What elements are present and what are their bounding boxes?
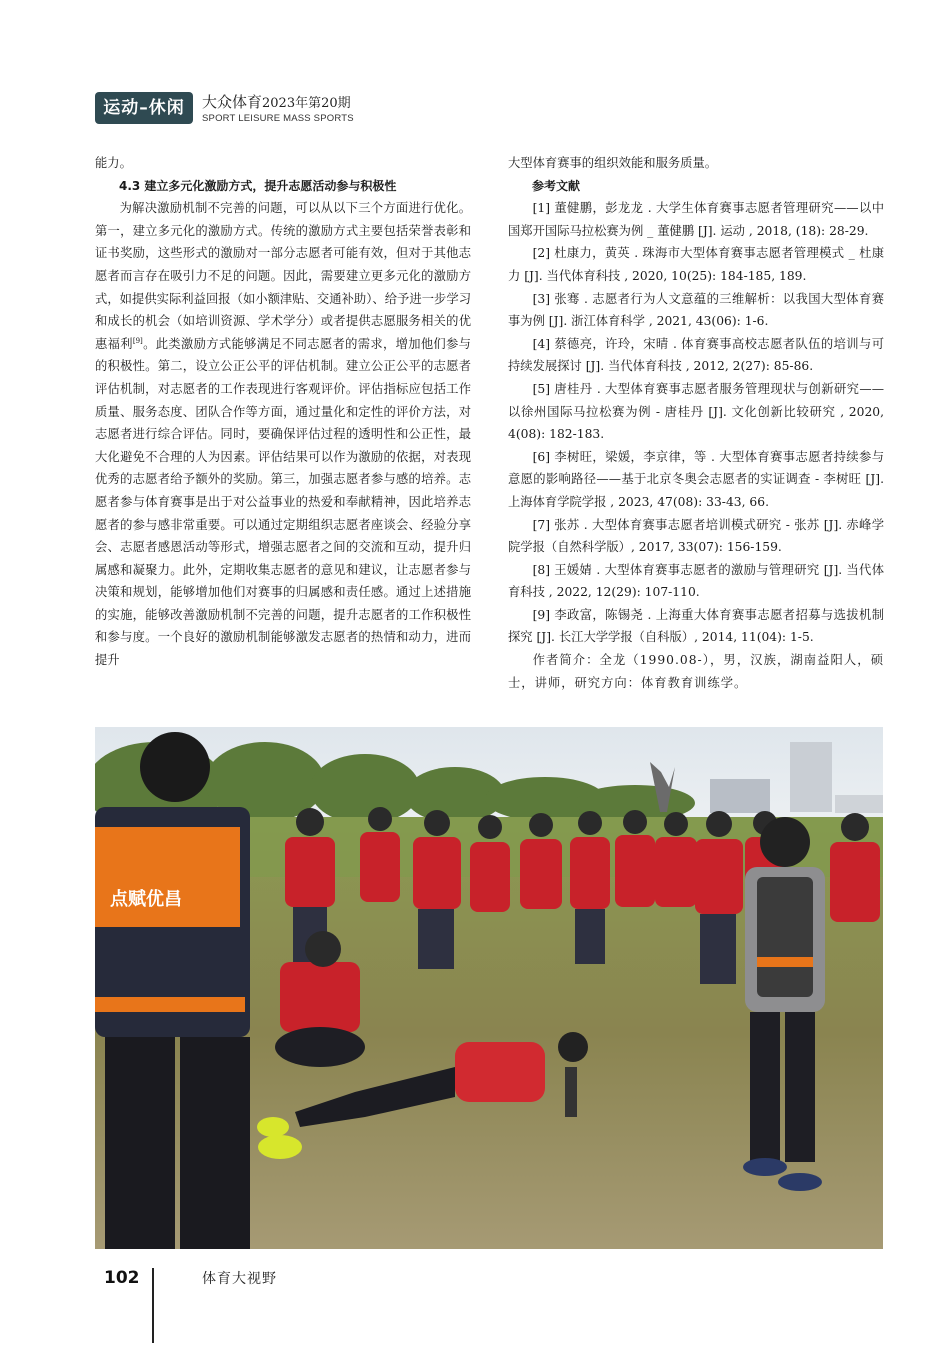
reference-item: [7] 张苏 . 大型体育赛事志愿者培训模式研究 - 张苏 [J]. 赤峰学院学报（自然科学版）, 2017, 33(07): 156-159. — [508, 517, 884, 555]
section-heading: 4.3 建立多元化激励方式，提升志愿活动参与积极性 — [119, 178, 397, 193]
reference-item: [3] 张骞 . 志愿者行为人文意蕴的三维解析：以我国大型体育赛事为例 [J]. 浙江体育科学 , 2021, 43(06): 1-6. — [508, 291, 884, 329]
volunteers-photo — [95, 727, 883, 1249]
building — [790, 742, 832, 812]
reference-item: [5] 唐桂丹 . 大型体育赛事志愿者服务管理现状与创新研究——以徐州国际马拉松赛为例 - 唐桂丹 [J]. 文化创新比较研究 , 2020, 4(08): 182-183. — [508, 381, 884, 442]
vest-logo-text: 点赋优昌 — [110, 889, 182, 910]
reference-item: [1] 董健鹏，彭龙龙 . 大学生体育赛事志愿者管理研究——以中国郑开国际马拉松赛为例 _ 董健鹏 [J]. 运动 , 2018, (18): 28-29. — [508, 201, 884, 238]
citation-marker: [9] — [132, 336, 143, 345]
building — [835, 795, 883, 813]
reference-item: [9] 李政富，陈锡尧 . 上海重大体育赛事志愿者招募与选拔机制探究 [J]. 长江大学学报（自科版）, 2014, 11(04): 1-5. — [508, 607, 884, 645]
foreground-volunteer-left — [95, 732, 250, 1249]
body-text-part1: 为解决激励机制不完善的问题，可以从以下三个方面进行优化。第一，建立多元化的激励方式。传统的激励方式主要包括荣誉表彰和证书奖励，这些形式的激励对一部分志愿者可能有效，但对于其他志愿者而言存在吸引力不足的问题。因此，需要建立更多元化的激励方式，如提供实际利益回报（如小额津贴、交通补助）、给予进一步学习和成长的机会（如培训资源、学术学分）或者提供志愿服务相关的优惠福利 — [95, 201, 471, 351]
continuation-text: 大型体育赛事的组织效能和服务质量。 — [508, 156, 718, 170]
section-badge: 运动–休闲 — [95, 92, 193, 124]
reference-item: [2] 杜康力，黄英 . 珠海市大型体育赛事志愿者管理模式 _ 杜康力 [J]. 当代体育科技 , 2020, 10(25): 184-185, 189. — [508, 246, 884, 283]
body-text-part2: 。此类激励方式能够满足不同志愿者的需求，增加他们参与的积极性。第二，设立公正公平的评估机制。建立公正公平的志愿者评估机制，对志愿者的工作表现进行客观评价。评估指标应包括工作质量、服务态度、团队合作等方面，通过量化和定性的评价方法，对志愿者进行综合评估。同时，要确保评估过程的透明性和公正性，最大化避免不合理的人为因素。评估结果可以作为激励的依据，对表现优秀的志愿者给予额外的奖励。第三，加强志愿者参与感的培养。志愿者参与体育赛事是出于对公益事业的热爱和奉献精神，因此培养志愿者的参与感非常重要。可以通过定期组织志愿者座谈会、经验分享会、志愿者感恩活动等形式，增强志愿者之间的交流和互动，提升归属感和凝聚力。此外，定期收集志愿者的意见和建议，让志愿者参与决策和规划，能够增加他们对赛事的归属感和责任感。通过上述措施的实施，能够改善激励机制不完善的问题，提升志愿者的工作积极性和参与度。一个良好的激励机制能够激发志愿者的热情和动力，进而提升 — [95, 336, 471, 668]
magazine-name: 大众体育 — [202, 93, 263, 111]
references-heading: 参考文献 — [532, 178, 581, 193]
continuation-text: 能力。 — [95, 156, 132, 170]
author-note: 作者简介：全龙（1990.08-），男，汉族，湖南益阳人，硕士，讲师，研究方向：体育教育训练学。 — [508, 653, 884, 690]
body-paragraph — [95, 197, 471, 671]
footer-section-name: 体育大视野 — [202, 1271, 277, 1287]
reference-item: [8] 王媛婧 . 大型体育赛事志愿者的激励与管理研究 [J]. 当代体育科技 , 2022, 12(29): 107-110. — [508, 562, 884, 600]
building — [710, 779, 770, 813]
magazine-subtitle-en: SPORT LEISURE MASS SPORTS — [202, 113, 354, 124]
right-column — [508, 152, 884, 694]
page-number: 102 — [104, 1268, 140, 1288]
reference-item: [6] 李树旺，梁媛，李京律，等 . 大型体育赛事志愿者持续参与意愿的影响路径——基于北京冬奥会志愿者的实证调查 - 李树旺 [J]. 上海体育学院学报 , 2023, 47(08): 33-43, 66. — [508, 449, 884, 509]
footer-divider — [152, 1268, 154, 1343]
reference-item: [4] 蔡德亮，许玲，宋晴 . 体育赛事高校志愿者队伍的培训与可持续发展探讨 [J]. 当代体育科技 , 2012, 2(27): 85-86. — [508, 336, 884, 374]
magazine-title — [202, 92, 351, 114]
left-column — [95, 152, 471, 672]
issue-number: 2023年第20期 — [262, 96, 351, 111]
